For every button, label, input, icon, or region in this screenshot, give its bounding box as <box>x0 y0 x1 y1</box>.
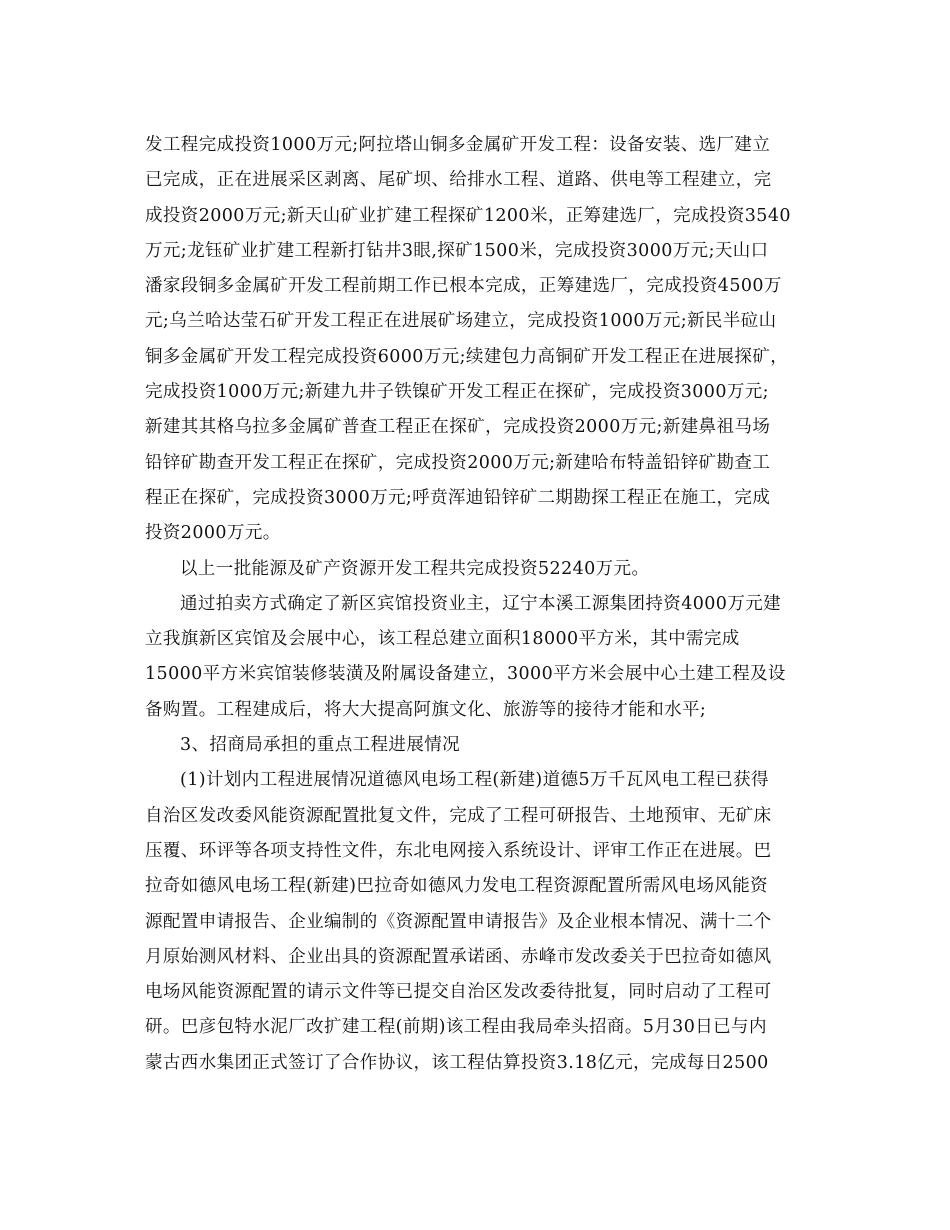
text-line: 发工程完成投资1000万元;阿拉塔山铜多金属矿开发工程：设备安装、选厂建立 <box>145 135 771 155</box>
text-line: 自治区发改委风能资源配置批复文件，完成了工程可研报告、土地预审、无矿床 <box>145 805 772 826</box>
text-line: 潘家段铜多金属矿开发工程前期工作已根本完成，正筹建选厂，完成投资4500万 <box>145 276 782 297</box>
text-line: 备购置。工程建成后，将大大提高阿旗文化、旅游等的接待才能和水平; <box>145 699 707 720</box>
text-line: 电场风能资源配置的请示文件等已提交自治区发改委待批复，同时启动了工程可 <box>145 982 772 1003</box>
text-line: 拉奇如德风电场工程(新建)巴拉奇如德风力发电工程资源配置所需风电场风能资 <box>145 876 769 897</box>
paragraph-first-line: 以上一批能源及矿产资源开发工程共完成投资52240万元。 <box>180 558 650 579</box>
text-line: 成投资2000万元;新天山矿业扩建工程探矿1200米，正筹建选厂，完成投资3540 <box>145 205 791 226</box>
text-line: 铅锌矿勘查开发工程正在探矿，完成投资2000万元;新建哈布特盖铅锌矿勘查工 <box>145 452 771 473</box>
text-line: 15000平方米宾馆装修装潢及附属设备建立，3000平方米会展中心土建工程及设 <box>145 664 786 685</box>
paragraph-first-line: (1)计划内工程进展情况道德风电场工程(新建)道德5万千瓦风电工程已获得 <box>180 770 769 791</box>
text-line: 万元;龙钰矿业扩建工程新打钻井3眼,探矿1500米，完成投资3000万元;天山口 <box>145 240 769 261</box>
text-line: 已完成，正在进展采区剥离、尾矿坝、给排水工程、道路、供电等工程建立，完 <box>145 170 772 191</box>
text-line: 铜多金属矿开发工程完成投资6000万元;续建包力高铜矿开发工程正在进展探矿， <box>145 346 789 367</box>
text-line: 新建其其格乌拉多金属矿普查工程正在探矿，完成投资2000万元;新建鼻祖马场 <box>145 417 771 438</box>
text-line: 源配置申请报告、企业编制的《资源配置申请报告》及企业根本情况、满十二个 <box>145 911 772 932</box>
text-line: 立我旗新区宾馆及会展中心，该工程总建立面积18000平方米，其中需完成 <box>145 629 740 650</box>
text-line: 月原始测风材料、企业出具的资源配置承诺函、赤峰市发改委关于巴拉奇如德风 <box>145 946 772 967</box>
text-line: 元;乌兰哈达莹石矿开发工程正在进展矿场建立，完成投资1000万元;新民半砬山 <box>145 311 777 332</box>
paragraph-first-line: 3、招商局承担的重点工程进展情况 <box>180 735 461 756</box>
paragraph-first-line: 通过拍卖方式确定了新区宾馆投资业主，辽宁本溪工源集团持资4000万元建 <box>180 593 782 614</box>
text-line: 完成投资1000万元;新建九井子铁镍矿开发工程正在探矿，完成投资3000万元; <box>145 382 769 403</box>
text-line: 研。巴彦包特水泥厂改扩建工程(前期)该工程由我局牵头招商。5月30日已与内 <box>145 1017 767 1038</box>
text-line: 压覆、环评等各项支持性文件，东北电网接入系统设计、评审工作正在进展。巴 <box>145 840 772 861</box>
text-line: 程正在探矿，完成投资3000万元;呼贲浑迪铅锌矿二期勘探工程正在施工，完成 <box>145 487 771 508</box>
text-line: 投资2000万元。 <box>145 523 281 544</box>
text-line: 蒙古西水集团正式签订了合作协议，该工程估算投资3.18亿元，完成每日2500 <box>145 1052 769 1073</box>
document-body <box>145 128 805 1081</box>
